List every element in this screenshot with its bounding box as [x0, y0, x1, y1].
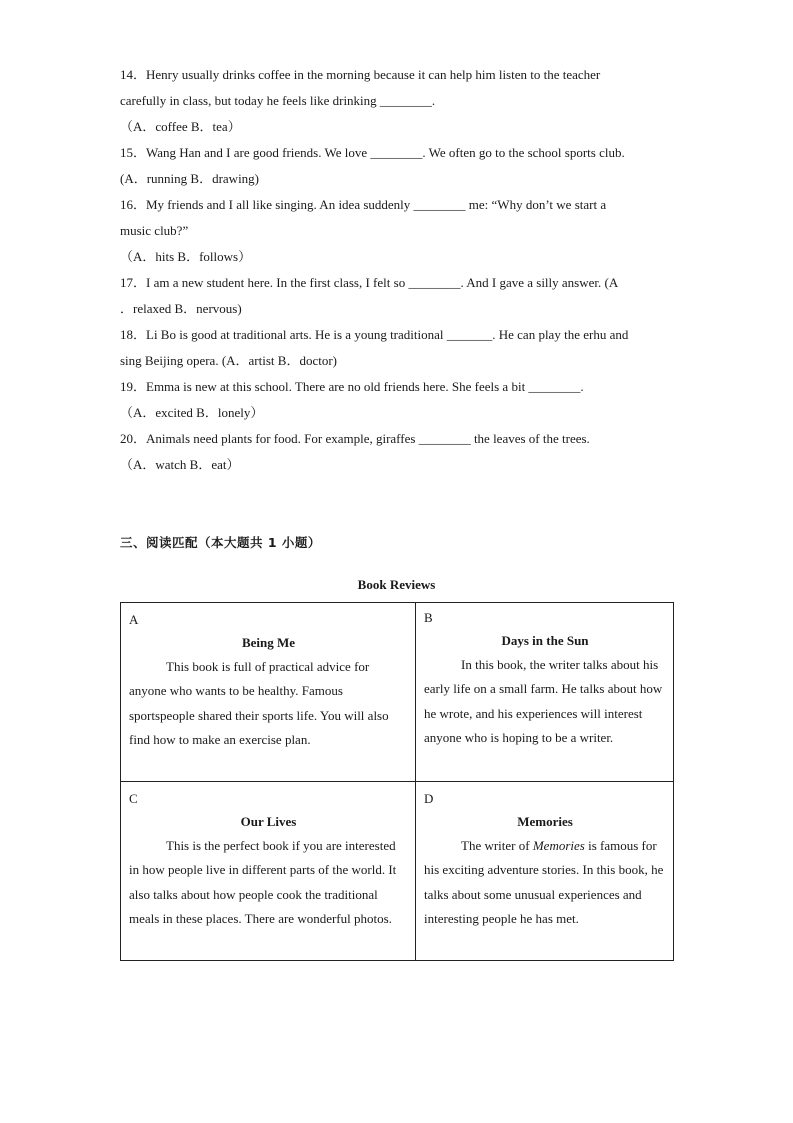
review-text: This is the perfect book if you are interested in how people live in different parts of the world. It also talks about how people cook the traditional meals in these places. There are wonderful photos.: [129, 838, 397, 927]
question-text: sing Beijing opera. (A．artist B．doctor): [120, 353, 337, 368]
question-text: 18．Li Bo is good at traditional arts. He is a young traditional _______. He can play the erhu and: [120, 327, 629, 342]
table-row: [121, 603, 674, 782]
section-title: 三、阅读匹配（本大题共 1 小题）: [120, 535, 321, 550]
review-cell-b: [416, 603, 674, 782]
book-title: Memories: [517, 814, 573, 829]
book-reviews-table: [120, 602, 674, 961]
questions-list: [120, 62, 675, 478]
question-text: music club?”: [120, 223, 189, 238]
question-options: （A．watch B．eat）: [120, 457, 240, 472]
question-text: ．relaxed B．nervous): [120, 301, 242, 316]
question-19: [120, 374, 675, 426]
question-text: 16．My friends and I all like singing. An idea suddenly ________ me: “Why don’t we start a: [120, 197, 607, 212]
review-text-part: is famous for his exciting adventure stories. In this book, he talks about some unusual experiences and interesting people he has met.: [424, 838, 664, 927]
question-text: 17．I am a new student here. In the first class, I felt so ________. And I gave a silly answer. (A: [120, 275, 619, 290]
question-18: [120, 322, 675, 374]
question-20: [120, 426, 675, 478]
question-options: （A．coffee B．tea）: [120, 119, 241, 134]
question-options: (A．running B．drawing): [120, 171, 260, 186]
question-14: [120, 62, 675, 140]
question-text: 19．Emma is new at this school. There are no old friends here. She feels a bit ________.: [120, 379, 584, 394]
question-17: [120, 270, 675, 322]
question-text: 14．Henry usually drinks coffee in the morning because it can help him listen to the teacher: [120, 67, 601, 82]
review-cell-d: [416, 782, 674, 961]
review-text: This book is full of practical advice for anyone who wants to be healthy. Famous sportspeople shared their sports life. You will also find how to make an exercise plan.: [129, 659, 389, 748]
question-options: （A．hits B．follows）: [120, 249, 252, 264]
question-options: （A．excited B．lonely）: [120, 405, 264, 420]
question-text: carefully in class, but today he feels like drinking ________.: [120, 93, 436, 108]
table-row: [121, 782, 674, 961]
question-15: [120, 140, 675, 192]
question-text: 20．Animals need plants for food. For example, giraffes ________ the leaves of the trees.: [120, 431, 590, 446]
book-title: Our Lives: [240, 814, 297, 829]
review-cell-a: [121, 603, 416, 782]
cell-letter: A: [129, 612, 139, 627]
cell-letter: B: [424, 610, 433, 625]
review-cell-c: [121, 782, 416, 961]
review-text: [424, 834, 666, 932]
book-title-italic: Memories: [532, 838, 585, 853]
question-text: 15．Wang Han and I are good friends. We love ________. We often go to the school sports club.: [120, 145, 625, 160]
review-text-part: The writer of: [461, 838, 533, 853]
question-16: [120, 192, 675, 270]
review-text: In this book, the writer talks about his early life on a small farm. He talks about how he wrote, and his experiences will interest anyone who is hoping to be a writer.: [424, 657, 663, 746]
table-title: Book Reviews: [357, 577, 436, 592]
book-title: Being Me: [241, 635, 296, 650]
book-title: Days in the Sun: [501, 633, 589, 648]
cell-letter: D: [424, 791, 434, 806]
cell-letter: C: [129, 791, 138, 806]
